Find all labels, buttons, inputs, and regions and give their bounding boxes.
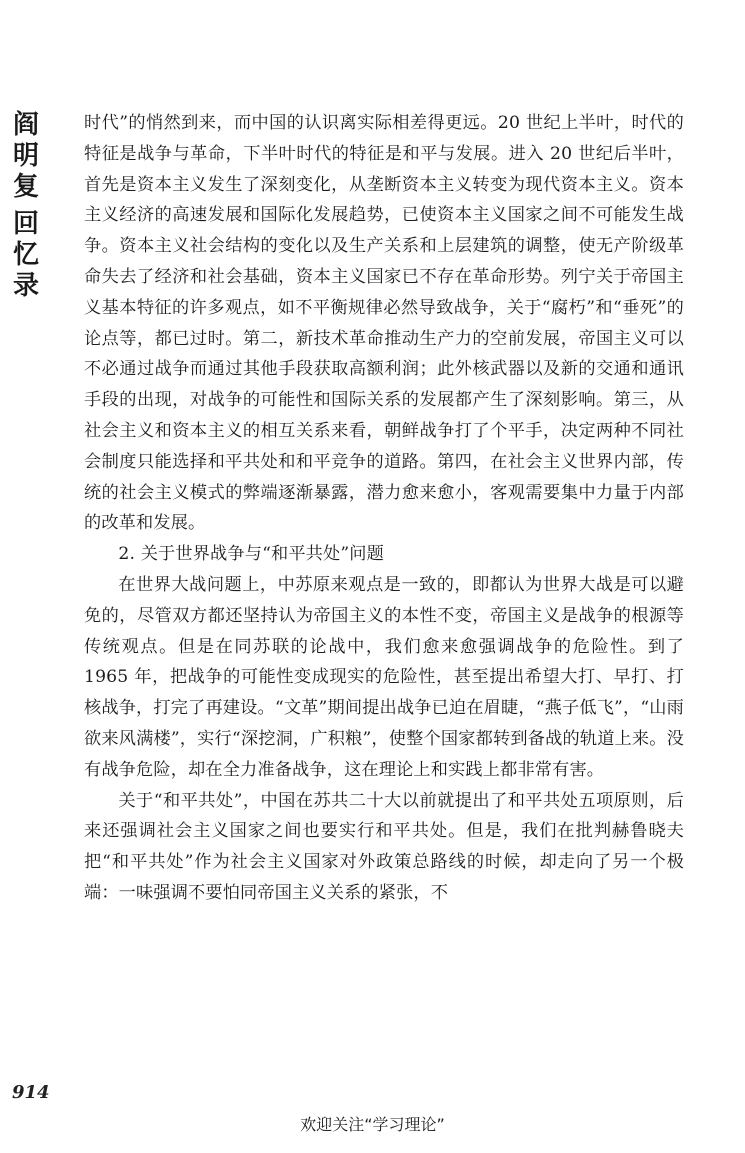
book-title-char: 复 [12, 172, 39, 202]
body-paragraph: 时代”的悄然到来，而中国的认识离实际相差得更远。20 世纪上半叶，时代的特征是战争与革命，下半叶时代的特征是和平与发展。进入 20 世纪后半叶，首先是资本主义发生了深刻变化，从垄断资本主义转变为现代资本主义。资本主义经济的高速发展和国际化发展趋势，已使资本主义国家之间不可能发生战争。资本主义社会结构的变化以及生产关系和上层建筑的调整，使无产阶级革命失去了经济和社会基础，资本主义国家已不存在革命形势。列宁关于帝国主义基本特征的许多观点，如不平衡规律必然导致战争，关于“腐朽”和“垂死”的论点等，都已过时。第二，新技术革命推动生产力的空前发展，帝国主义可以不必通过战争而通过其他手段获取高额利润；此外核武器以及新的交通和通讯手段的出现，对战争的可能性和国际关系的发展都产生了深刻影响。第三，从社会主义和资本主义的相互关系来看，朝鲜战争打了个平手，决定两种不同社会制度只能选择和平共处和和平竞争的道路。第四，在社会主义世界内部，传统的社会主义模式的弊端逐渐暴露，潜力愈来愈小，客观需要集中力量于内部的改革和发展。 [84, 113, 684, 534]
book-title-vertical [6, 110, 46, 302]
section-heading: 2. 关于世界战争与“和平共处”问题 [118, 544, 384, 565]
footer-note: 欢迎关注“学习理论” [300, 1115, 445, 1134]
page-body [84, 108, 684, 909]
body-paragraph: 关于“和平共处”，中国在苏共二十大以前就提出了和平共处五项原则，后来还强调社会主义国家之间也要实行和平共处。但是，我们在批判赫鲁晓夫把“和平共处”作为社会主义国家对外政策总路线的时候，却走向了另一个极端：一味强调不要怕同帝国主义关系的紧张，不 [84, 790, 684, 903]
page-number: 914 [12, 1082, 50, 1103]
book-title-char: 阎 [12, 110, 39, 140]
book-title-char: 回 [12, 209, 39, 239]
book-title-char: 明 [12, 141, 39, 171]
book-title-char: 忆 [12, 240, 39, 270]
body-paragraph: 在世界大战问题上，中苏原来观点是一致的，即都认为世界大战是可以避免的，尽管双方都还坚持认为帝国主义的本性不变，帝国主义是战争的根源等传统观点。但是在同苏联的论战中，我们愈来愈强调战争的危险性。到了 1965 年，把战争的可能性变成现实的危险性，甚至提出希望大打、早打、打核战争，打完了再建设。“文革”期间提出战争已迫在眉睫，“燕子低飞”，“山雨欲来风满楼”，实行“深挖洞，广积粮”，使整个国家都转到备战的轨道上来。没有战争危险，却在全力准备战争，这在理论上和实践上都非常有害。 [84, 574, 684, 780]
book-title-char: 录 [12, 271, 39, 301]
